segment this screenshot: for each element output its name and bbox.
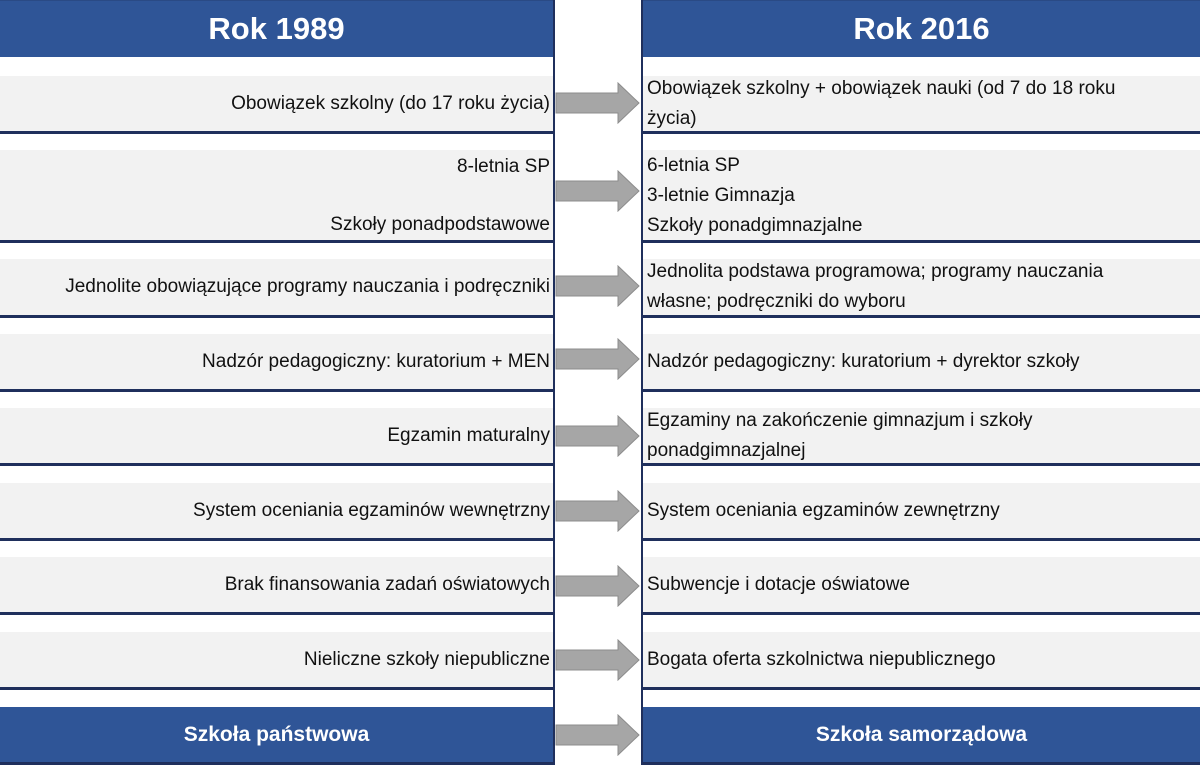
row-text: życia) bbox=[647, 107, 697, 129]
row-text: Obowiązek szkolny (do 17 roku życia) bbox=[231, 92, 550, 114]
row-2016-exams bbox=[643, 408, 1200, 466]
row-1989-compulsory-schooling bbox=[0, 76, 553, 134]
row-1989-curriculum bbox=[0, 259, 553, 318]
row-text: Subwencje i dotacje oświatowe bbox=[647, 573, 910, 595]
row-2016-private-schools bbox=[643, 632, 1200, 690]
right-arrow-icon bbox=[555, 565, 641, 607]
right-arrow-icon bbox=[555, 338, 641, 380]
row-1989-financing bbox=[0, 557, 553, 615]
row-text: ponadgimnazjalnej bbox=[647, 439, 806, 461]
right-arrow-icon bbox=[555, 714, 641, 756]
right-arrow-icon bbox=[555, 490, 641, 532]
header-1989: Rok 1989 bbox=[0, 0, 553, 57]
row-2016-school-structure bbox=[643, 150, 1200, 243]
row-text: Obowiązek szkolny + obowiązek nauki (od 7 do 18 roku bbox=[647, 77, 1116, 99]
right-arrow-icon bbox=[555, 415, 641, 457]
row-text: 6-letnia SP bbox=[647, 155, 740, 176]
row-text: 3-letnie Gimnazja bbox=[647, 185, 795, 206]
row-1989-grading-system bbox=[0, 483, 553, 541]
panel-2016 bbox=[641, 0, 1200, 765]
row-text: Nadzór pedagogiczny: kuratorium + dyrektor szkoły bbox=[647, 350, 1080, 372]
row-1989-school-structure bbox=[0, 150, 553, 243]
right-arrow-icon bbox=[555, 170, 641, 212]
row-1989-exams bbox=[0, 408, 553, 466]
row-text: Jednolita podstawa programowa; programy nauczania bbox=[647, 261, 1104, 282]
footer-2016: Szkoła samorządowa bbox=[643, 707, 1200, 765]
row-text: Bogata oferta szkolnictwa niepublicznego bbox=[647, 648, 996, 670]
row-text: Egzaminy na zakończenie gimnazjum i szkoły bbox=[647, 409, 1033, 431]
right-arrow-icon bbox=[555, 82, 641, 124]
right-arrow-icon bbox=[555, 639, 641, 681]
footer-1989: Szkoła państwowa bbox=[0, 707, 553, 765]
row-text: własne; podręczniki do wyboru bbox=[647, 291, 906, 312]
row-text: Szkoły ponadgimnazjalne bbox=[647, 215, 863, 236]
row-1989-supervision bbox=[0, 334, 553, 392]
row-text: Szkoły ponadpodstawowe bbox=[330, 214, 550, 235]
row-2016-curriculum bbox=[643, 259, 1200, 318]
row-2016-financing bbox=[643, 557, 1200, 615]
row-1989-private-schools bbox=[0, 632, 553, 690]
row-text: System oceniania egzaminów wewnętrzny bbox=[193, 499, 550, 521]
row-text: Nieliczne szkoły niepubliczne bbox=[303, 648, 550, 670]
panel-1989 bbox=[0, 0, 555, 765]
row-text: Jednolite obowiązujące programy nauczania i podręczniki bbox=[65, 276, 550, 297]
row-text: Brak finansowania zadań oświatowych bbox=[224, 573, 550, 595]
right-arrow-icon bbox=[555, 265, 641, 307]
header-2016: Rok 2016 bbox=[643, 0, 1200, 57]
row-2016-compulsory-schooling bbox=[643, 76, 1200, 134]
row-text: 8-letnia SP bbox=[457, 156, 550, 177]
row-2016-supervision bbox=[643, 334, 1200, 392]
row-text: System oceniania egzaminów zewnętrzny bbox=[647, 499, 1000, 521]
row-text: Egzamin maturalny bbox=[387, 424, 550, 446]
row-text: Nadzór pedagogiczny: kuratorium + MEN bbox=[202, 350, 550, 372]
row-2016-grading-system bbox=[643, 483, 1200, 541]
